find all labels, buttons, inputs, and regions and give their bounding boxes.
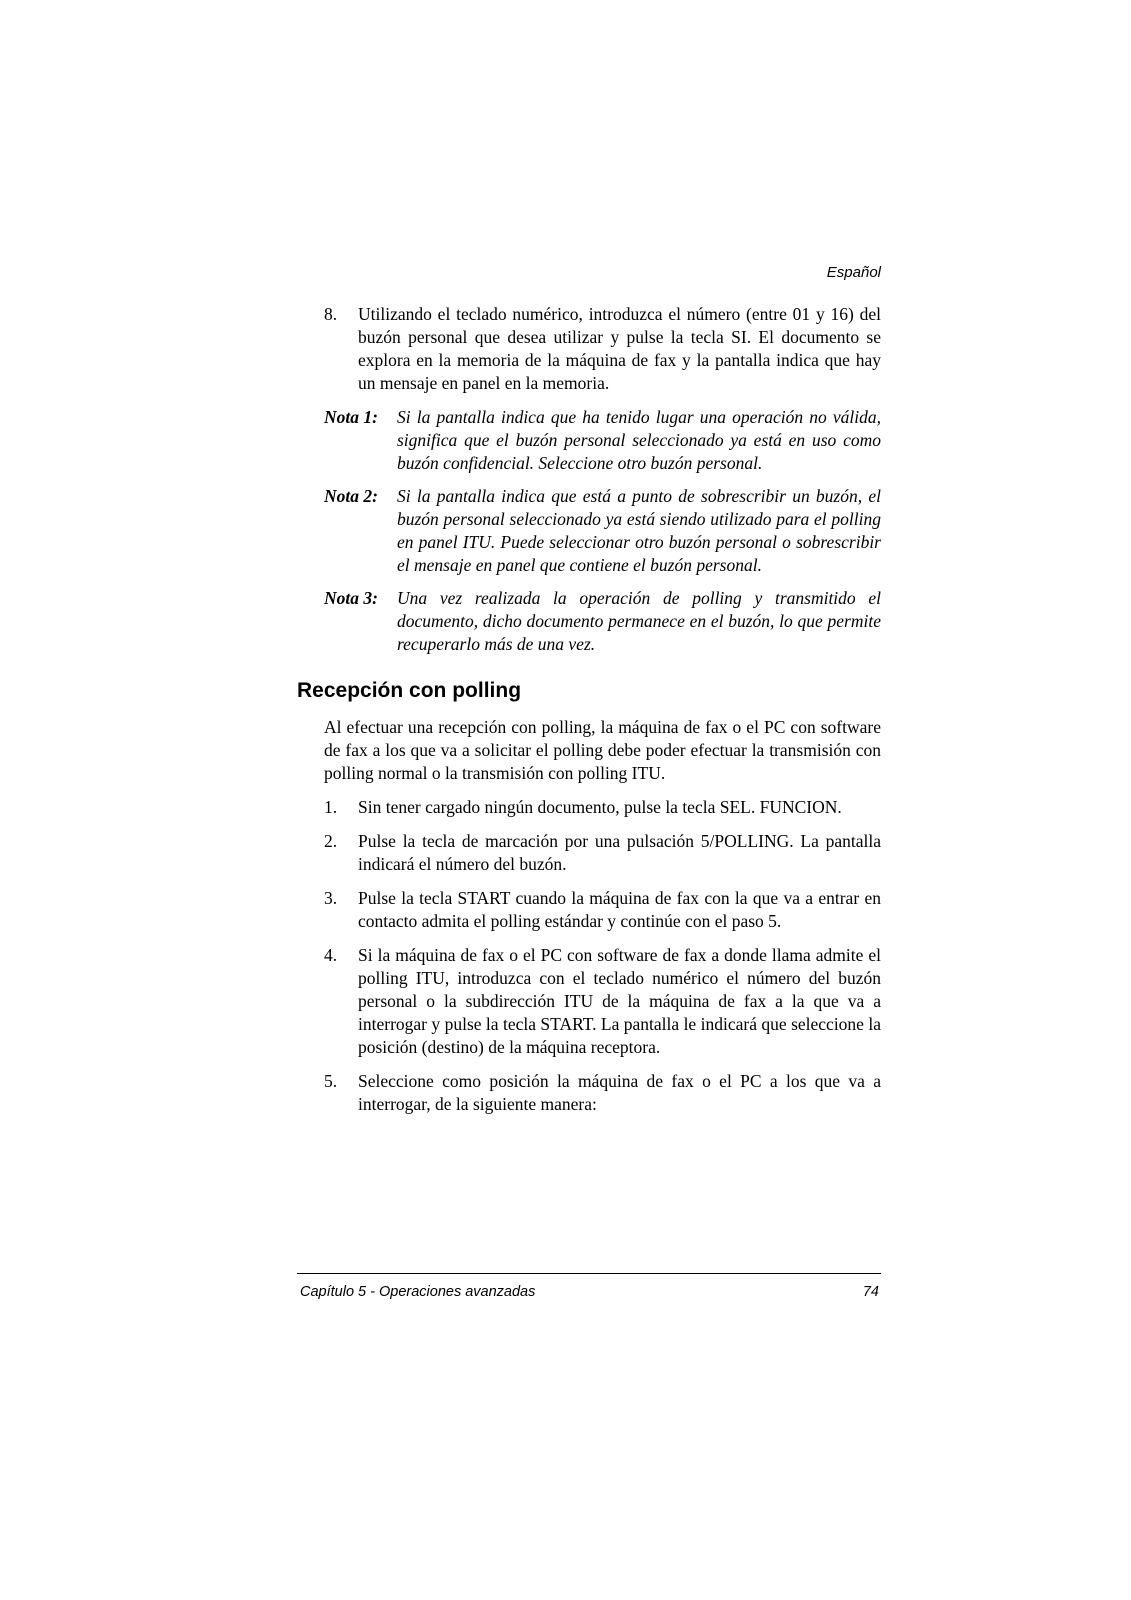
footer-page-number: 74 [862, 1284, 879, 1300]
step-text: Pulse la tecla START cuando la máquina de fax con la que va a entrar en contacto admita el polling estándar y continúe con el paso 5. [358, 888, 881, 931]
running-header-language: Español [826, 264, 881, 281]
section-intro-paragraph: Al efectuar una recepción con polling, la máquina de fax o el PC con software de fax a los que va a solicitar el polling debe poder efectuar la transmisión con polling normal o la transmisión con polling ITU. [324, 717, 881, 783]
note-2 [297, 485, 881, 577]
note-text: Si la pantalla indica que está a punto de sobrescribir un buzón, el buzón personal seleccionado ya está siendo utilizado para el polling en panel ITU. Puede seleccionar otro buzón personal o sobrescribir el mensaje en panel que contiene el buzón personal. [397, 486, 881, 575]
note-text: Si la pantalla indica que ha tenido lugar una operación no válida, significa que el buzón personal seleccionado ya está en uso como buzón confidencial. Seleccione otro buzón personal. [397, 407, 881, 473]
footer-chapter-title: Capítulo 5 - Operaciones avanzadas [300, 1284, 536, 1300]
step-number: 8. [324, 304, 338, 324]
step-text: Si la máquina de fax o el PC con software de fax a donde llama admite el polling ITU, introduzca con el teclado numérico el número del buzón personal o la subdirección ITU de la máquina de fax a la que va a interrogar y pulse la tecla START. La pantalla le indicará que seleccione la posición (destino) de la máquina receptora. [358, 945, 881, 1057]
note-1 [297, 406, 881, 475]
list-item-step-4 [297, 944, 881, 1059]
footer-divider [297, 1273, 881, 1274]
note-label: Nota 1: [324, 407, 378, 427]
list-item-step-5 [297, 1070, 881, 1116]
step-number: 5. [324, 1071, 338, 1091]
step-text: Sin tener cargado ningún documento, pulse la tecla SEL. FUNCION. [358, 797, 842, 817]
step-text: Pulse la tecla de marcación por una pulsación 5/POLLING. La pantalla indicará el número del buzón. [358, 831, 881, 874]
page-content [297, 303, 881, 1127]
list-item-step-8 [297, 303, 881, 395]
note-text: Una vez realizada la operación de polling y transmitido el documento, dicho documento permanece en el buzón, lo que permite recuperarlo más de una vez. [397, 588, 881, 654]
note-label: Nota 2: [324, 486, 378, 506]
step-number: 4. [324, 945, 338, 965]
note-label: Nota 3: [324, 588, 378, 608]
list-item-step-3 [297, 887, 881, 933]
step-number: 3. [324, 888, 338, 908]
note-3 [297, 587, 881, 656]
step-number: 1. [324, 797, 338, 817]
step-text: Seleccione como posición la máquina de fax o el PC a los que va a interrogar, de la siguiente manera: [358, 1071, 881, 1114]
step-text: Utilizando el teclado numérico, introduzca el número (entre 01 y 16) del buzón personal que desea utilizar y pulse la tecla SI. El documento se explora en la memoria de la máquina de fax y la pantalla indica que hay un mensaje en panel en la memoria. [358, 304, 881, 393]
list-item-step-1 [297, 796, 881, 819]
section-heading: Recepción con polling [297, 679, 522, 702]
list-item-step-2 [297, 830, 881, 876]
step-number: 2. [324, 831, 338, 851]
